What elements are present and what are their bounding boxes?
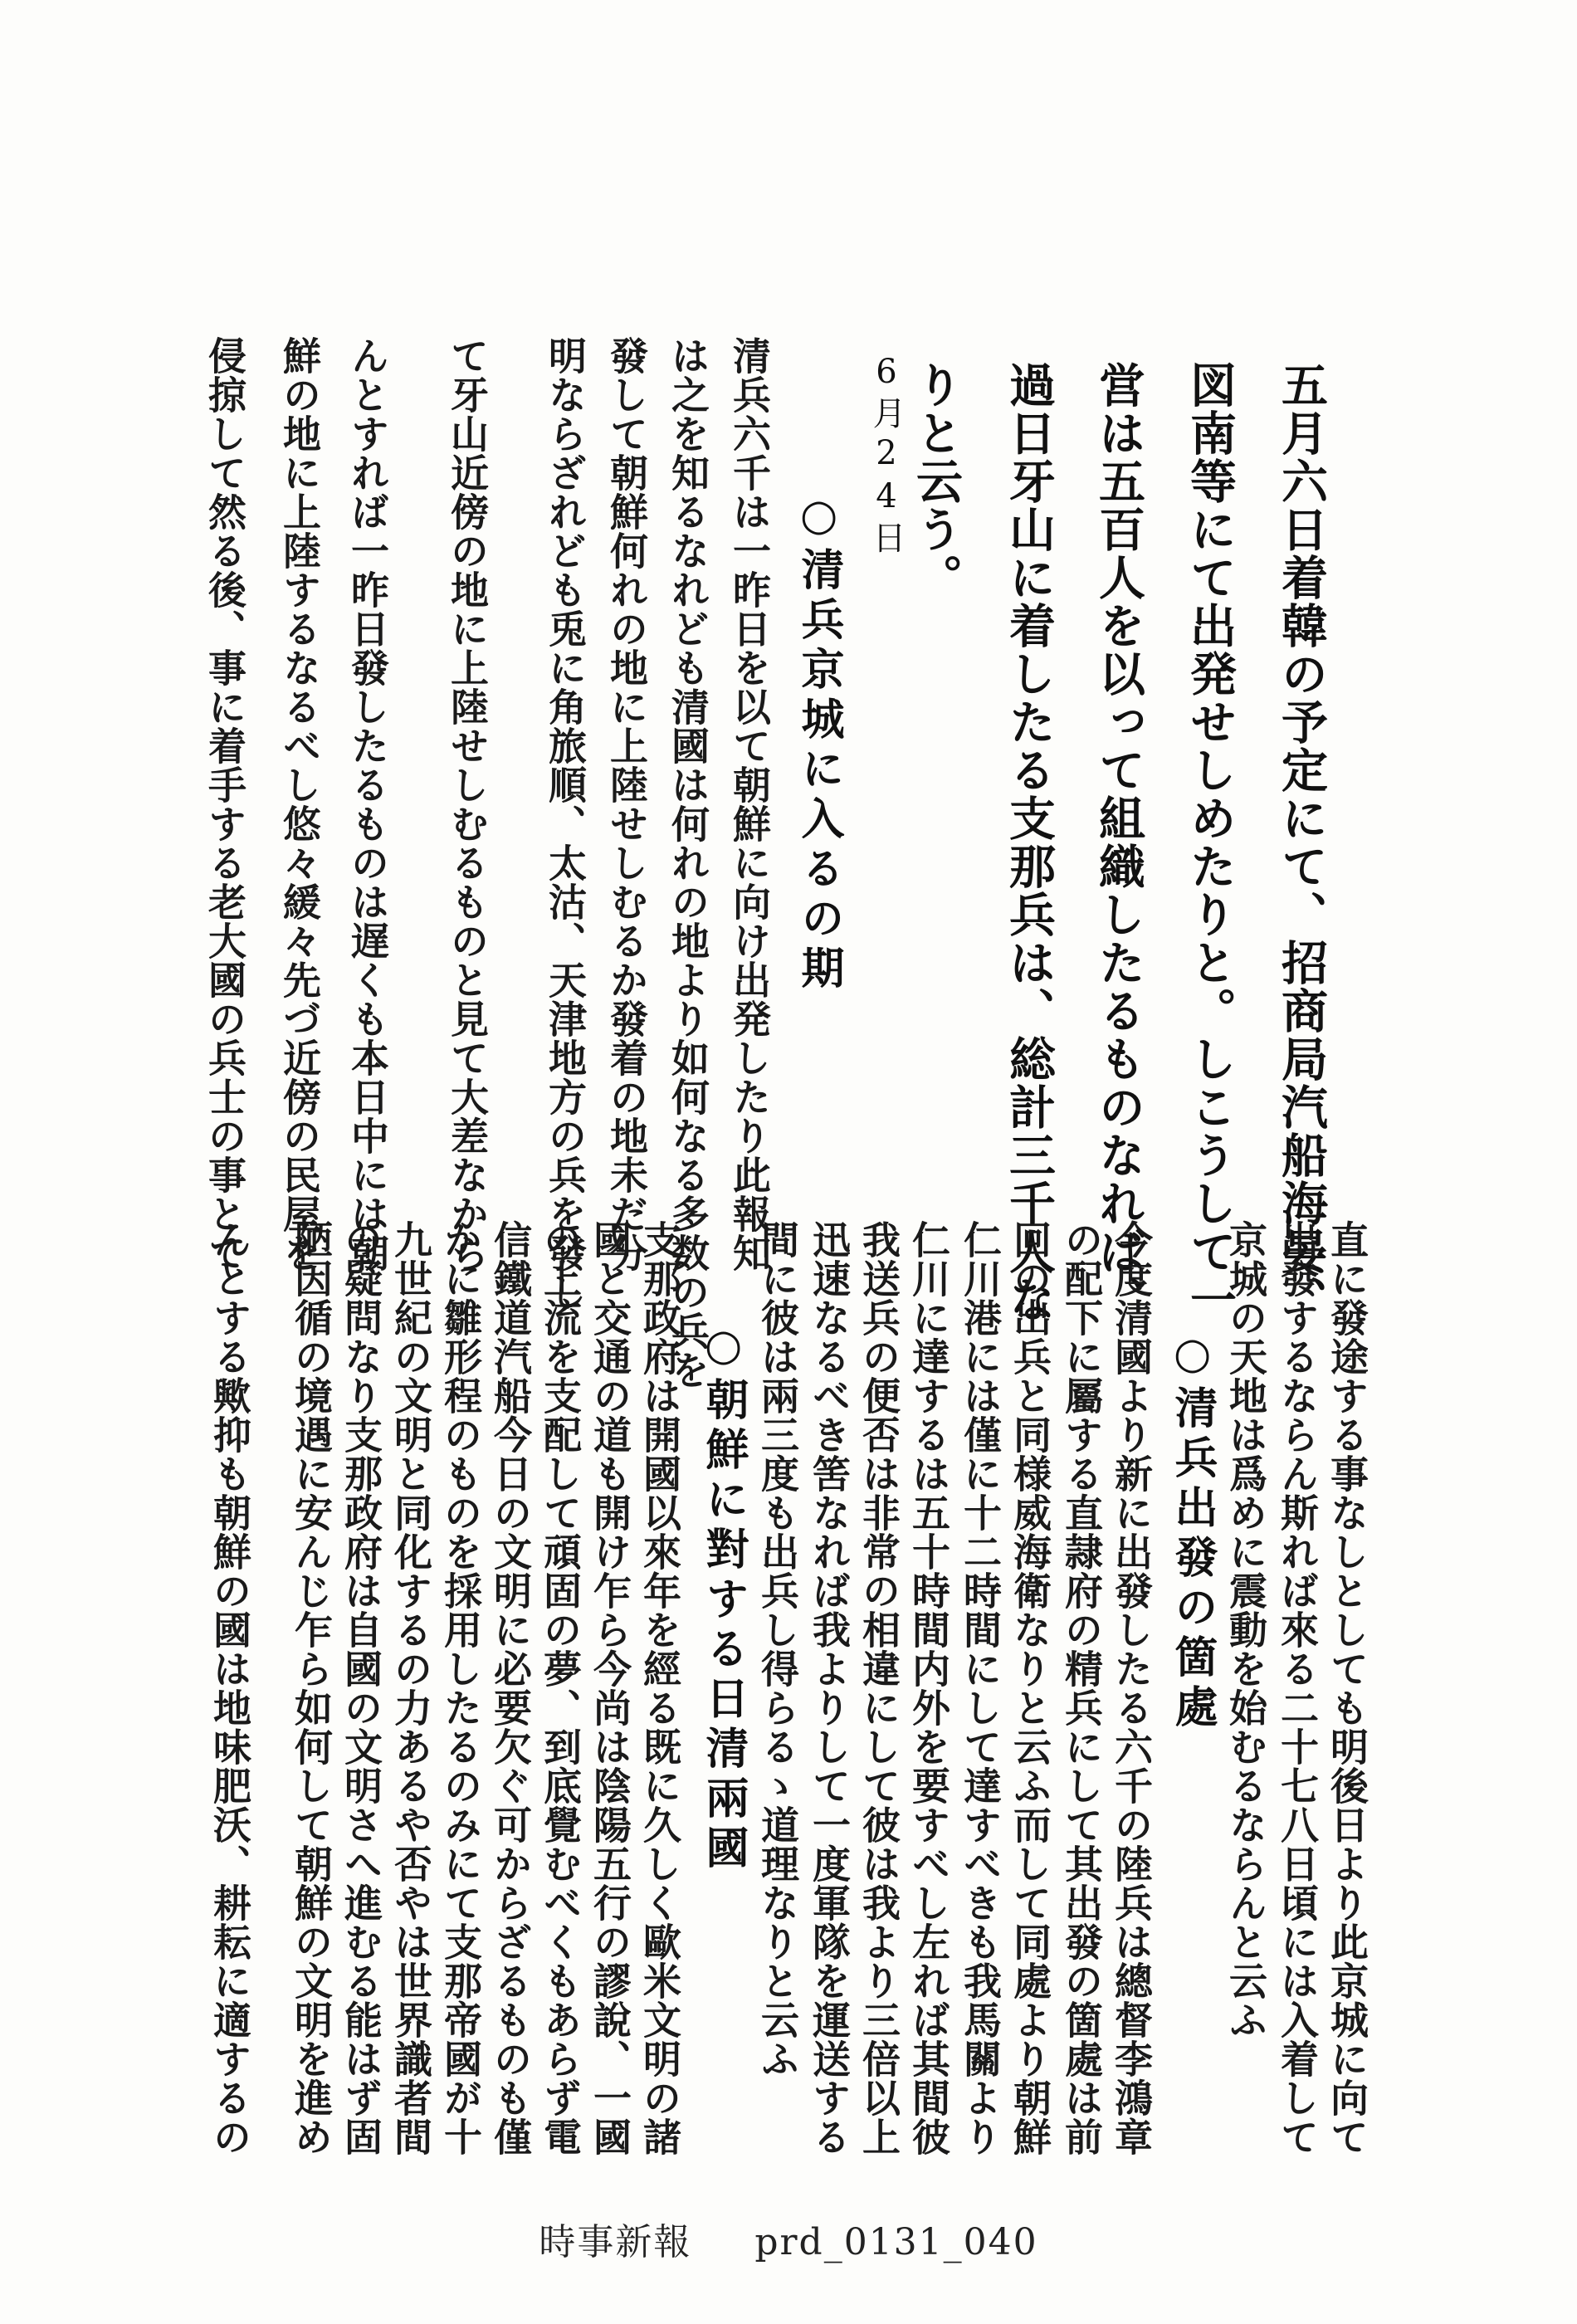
article-line: は之を知るなれども清國は何れの地より如何なる多数の兵を: [666, 336, 710, 1389]
source-name: 時事新報: [539, 2221, 692, 2263]
article-line: て牙山近傍の地に上陸せしむるものと見て大差なから: [445, 336, 490, 1272]
article-line: の疑問なり支那政府は自國の文明さへ進むる能はず固: [339, 1220, 383, 2156]
date-label: 6月24日: [867, 353, 906, 559]
article-line: 支那政府は開國以來年を經る既に久しく歐米文明の諸: [637, 1220, 682, 2156]
article-line: 間に彼は兩三度も出兵し得らるゝ道理なりと云ふ: [755, 1220, 800, 2078]
modern-line: 営は五百人を以って組織したるものなれば、: [1091, 361, 1146, 1324]
article-line: んとする歟抑も朝鮮の國は地味肥沃、耕耘に適するの: [208, 1220, 252, 2156]
article-line: 迅速なるべき筈なれば我よりして一度軍隊を運送する: [807, 1220, 852, 2156]
article-line: 發して朝鮮何れの地に上陸せしむるか發着の地未だ分: [604, 336, 649, 1272]
article-headline: ○清兵京城に入るの期: [793, 490, 844, 995]
article-line: 直に發途する事なしとしても明後日より此京城に向て: [1325, 1220, 1370, 2156]
article-line: 京城の天地は爲めに震動を始むるならんと云ふ: [1223, 1220, 1268, 2039]
article-line: 我送兵の便否は非常の相違にして彼は我より三倍以上: [857, 1220, 901, 2156]
article-line: んとすれば一昨日發したるものは遅くも本日中には朝: [345, 336, 390, 1272]
article-line: の配下に屬する直隷府の精兵にして其出發の箇處は前: [1059, 1220, 1104, 2156]
modern-line: 図南等にて出発せしめたりと。しこうして一: [1183, 361, 1238, 1324]
modern-line: りと云う。: [909, 361, 964, 602]
article-line: の上流を支配して頑固の夢、到底覺むべくもあらず電: [538, 1220, 583, 2156]
page-id: prd_0131_040: [754, 2221, 1038, 2263]
article-line: かに雛形程のものを採用したるのみにて支那帝國が十: [438, 1220, 483, 2156]
article-line: 仁川に達するは五十時間内外を要すべし左れば其間彼: [906, 1220, 951, 2156]
article-line: 清兵六千は一昨日を以て朝鮮に向け出発したり此報知: [727, 336, 772, 1272]
modern-line: 過日牙山に着したる支那兵は、総計三千人な: [1002, 361, 1057, 1324]
page-footer: [0, 2212, 1577, 2265]
article-line: 仁川港には僅に十二時間にして達すべきも我馬關より: [958, 1220, 1003, 2156]
article-line: 出發するならん斯れば來る二十七八日頃には入着して: [1275, 1220, 1320, 2156]
article-line: 國と交通の道も開け乍ら今尚は陰陽五行の謬說、一國: [588, 1220, 632, 2156]
article-line: 信鐵道汽船今日の文明に必要欠ぐ可からざるものも僅: [488, 1220, 533, 2156]
article-line: 今度清國より新に出發したる六千の陸兵は總督李鴻章: [1109, 1220, 1154, 2156]
article-line: 鮮の地に上陸するなるべし悠々緩々先づ近傍の民屋を: [277, 336, 322, 1272]
article-line: 侵掠して然る後、事に着手する老大國の兵士の事とて: [203, 336, 247, 1272]
article-line: 陋因循の境遇に安んじ乍ら如何して朝鮮の文明を進め: [289, 1220, 334, 2156]
article-line: 九世紀の文明と同化するの力あるや否やは世界識者間: [388, 1220, 433, 2156]
article-line: 明ならざれども兎に角旅順、太沽、天津地方の兵を發し: [543, 336, 588, 1311]
article-line: 回の出兵と同様威海衛なりと云ふ而して同處より朝鮮: [1008, 1220, 1052, 2156]
section-headline: ○清兵出發の箇處: [1167, 1328, 1218, 1734]
modern-line: 五月六日着韓の予定にて、招商局汽船海晏、: [1274, 361, 1329, 1324]
section-headline: ○朝鮮に對する日清兩國: [698, 1320, 749, 1875]
